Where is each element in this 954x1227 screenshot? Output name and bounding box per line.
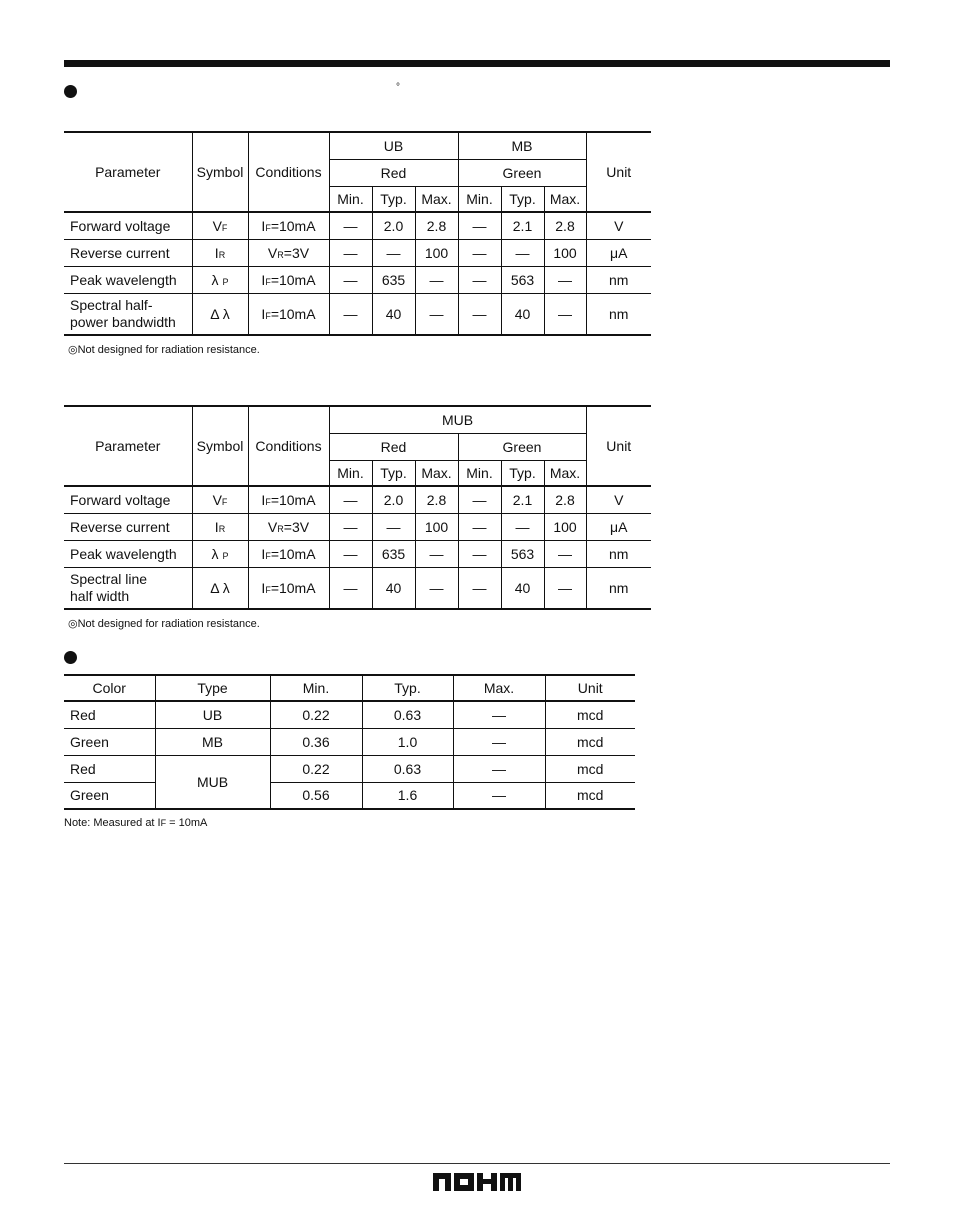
table-row — [64, 540, 651, 567]
symbol-cell: λ P — [192, 266, 248, 293]
value-cell: — — [458, 513, 501, 540]
value-cell: — — [544, 540, 586, 567]
table2-note: ◎Not designed for radiation resistance. — [68, 618, 260, 630]
conditions-cell: IF=10mA — [248, 293, 329, 335]
table-row — [64, 782, 635, 809]
value-cell: 0.56 — [270, 782, 362, 809]
footer-rule — [64, 1163, 890, 1164]
value-cell: — — [453, 782, 545, 809]
color-cell: Green — [64, 782, 155, 809]
header-group-mb: MB — [458, 132, 586, 159]
param-cell: Peak wavelength — [64, 540, 192, 567]
header-color-red: Red — [329, 433, 458, 460]
value-cell: 0.22 — [270, 755, 362, 782]
value-cell: 563 — [501, 266, 544, 293]
conditions-cell: VR=3V — [248, 513, 329, 540]
rohm-logo-icon — [432, 1170, 522, 1194]
table-row — [64, 239, 651, 266]
param-cell: Spectral half- power bandwidth — [64, 293, 192, 335]
value-cell: 2.1 — [501, 212, 544, 239]
header-color: Color — [64, 675, 155, 701]
param-cell: Reverse current — [64, 239, 192, 266]
table3-note: Note: Measured at IF = 10mA — [64, 817, 208, 829]
value-cell: 2.8 — [415, 212, 458, 239]
unit-cell: mcd — [577, 760, 604, 777]
table-row — [64, 212, 651, 239]
value-cell: — — [415, 293, 458, 335]
value-cell: 40 — [372, 293, 415, 335]
unit-cell: μA — [610, 518, 628, 535]
value-cell: 100 — [544, 239, 586, 266]
unit-cell: mcd — [577, 706, 604, 723]
value-cell: — — [458, 239, 501, 266]
value-cell: — — [458, 567, 501, 609]
value-cell: — — [544, 567, 586, 609]
unit-cell: nm — [609, 545, 629, 562]
type-cell: MB — [155, 728, 270, 755]
param-cell: Peak wavelength — [64, 266, 192, 293]
header-typ: Typ. — [362, 675, 453, 701]
value-cell: — — [329, 513, 372, 540]
value-cell: — — [453, 701, 545, 728]
header-parameter: Parameter — [64, 132, 192, 212]
value-cell: 0.63 — [362, 701, 453, 728]
symbol-cell: VF — [192, 486, 248, 513]
unit-cell: nm — [609, 305, 629, 322]
electrical-characteristics-table-1 — [64, 131, 651, 336]
value-cell: 100 — [415, 513, 458, 540]
value-cell: — — [501, 513, 544, 540]
table-row — [64, 567, 651, 609]
value-cell: 0.22 — [270, 701, 362, 728]
header-conditions: Conditions — [248, 406, 329, 486]
value-cell: 2.0 — [372, 486, 415, 513]
unit-cell: V — [614, 217, 624, 234]
value-cell: 2.1 — [501, 486, 544, 513]
unit-cell: μA — [610, 244, 628, 261]
unit-cell: V — [614, 491, 624, 508]
param-cell: Forward voltage — [64, 212, 192, 239]
value-cell: 1.0 — [362, 728, 453, 755]
conditions-cell: IF=10mA — [248, 266, 329, 293]
value-cell: — — [501, 239, 544, 266]
color-cell: Green — [64, 728, 155, 755]
param-cell: Forward voltage — [64, 486, 192, 513]
value-cell: — — [329, 266, 372, 293]
value-cell: — — [372, 513, 415, 540]
table-row — [64, 755, 635, 782]
value-cell: — — [458, 293, 501, 335]
value-cell: — — [458, 486, 501, 513]
value-cell: — — [458, 266, 501, 293]
header-color-red: Red — [329, 159, 458, 186]
value-cell: 635 — [372, 540, 415, 567]
type-cell: UB — [155, 701, 270, 728]
value-cell: 40 — [501, 567, 544, 609]
header-max: Max. — [415, 186, 458, 212]
header-max: Max. — [453, 675, 545, 701]
value-cell: — — [329, 540, 372, 567]
table-row — [64, 293, 651, 335]
header-group-ub: UB — [329, 132, 458, 159]
value-cell: 100 — [544, 513, 586, 540]
color-cell: Red — [64, 755, 155, 782]
param-cell: Spectral line half width — [64, 567, 192, 609]
table-row — [64, 266, 651, 293]
value-cell: 2.8 — [415, 486, 458, 513]
header-color-green: Green — [458, 433, 586, 460]
value-cell: — — [329, 486, 372, 513]
header-rule — [64, 60, 890, 67]
section-bullet-icon — [64, 85, 77, 98]
header-max: Max. — [415, 460, 458, 486]
value-cell: 563 — [501, 540, 544, 567]
luminous-intensity-table — [64, 674, 635, 810]
header-typ: Typ. — [501, 186, 544, 212]
color-cell: Red — [64, 701, 155, 728]
value-cell: — — [329, 212, 372, 239]
value-cell: 40 — [372, 567, 415, 609]
value-cell: 635 — [372, 266, 415, 293]
value-cell: 1.6 — [362, 782, 453, 809]
table-row — [64, 728, 635, 755]
value-cell: — — [544, 266, 586, 293]
unit-cell: nm — [609, 271, 629, 288]
param-cell: Reverse current — [64, 513, 192, 540]
symbol-cell: Δ λ — [192, 567, 248, 609]
symbol-cell: Δ λ — [192, 293, 248, 335]
table-row — [64, 513, 651, 540]
symbol-cell: IR — [192, 513, 248, 540]
header-max: Max. — [544, 186, 586, 212]
value-cell: — — [415, 266, 458, 293]
header-max: Max. — [544, 460, 586, 486]
header-min: Min. — [458, 460, 501, 486]
value-cell: — — [372, 239, 415, 266]
header-typ: Typ. — [501, 460, 544, 486]
value-cell: 2.8 — [544, 486, 586, 513]
header-unit: Unit — [606, 438, 632, 454]
degree-mark: ° — [396, 82, 400, 93]
value-cell: — — [329, 567, 372, 609]
table1-note: ◎Not designed for radiation resistance. — [68, 344, 260, 356]
value-cell: 0.63 — [362, 755, 453, 782]
header-typ: Typ. — [372, 186, 415, 212]
value-cell: 100 — [415, 239, 458, 266]
electrical-characteristics-table-2 — [64, 405, 651, 610]
header-color-green: Green — [458, 159, 586, 186]
table-row — [64, 701, 635, 728]
header-group-mub: MUB — [329, 406, 586, 433]
header-symbol: Symbol — [192, 406, 248, 486]
header-min: Min. — [329, 460, 372, 486]
conditions-cell: IF=10mA — [248, 540, 329, 567]
value-cell: — — [458, 212, 501, 239]
value-cell: 2.8 — [544, 212, 586, 239]
value-cell: 2.0 — [372, 212, 415, 239]
unit-cell: mcd — [577, 787, 604, 804]
value-cell: — — [453, 755, 545, 782]
header-typ: Typ. — [372, 460, 415, 486]
header-conditions: Conditions — [248, 132, 329, 212]
type-cell: MUB — [155, 755, 270, 809]
header-symbol: Symbol — [192, 132, 248, 212]
symbol-cell: VF — [192, 212, 248, 239]
value-cell: — — [453, 728, 545, 755]
value-cell: — — [458, 540, 501, 567]
value-cell: 0.36 — [270, 728, 362, 755]
conditions-cell: VR=3V — [248, 239, 329, 266]
header-unit: Unit — [606, 164, 632, 180]
conditions-cell: IF=10mA — [248, 486, 329, 513]
value-cell: 40 — [501, 293, 544, 335]
symbol-cell: λ P — [192, 540, 248, 567]
value-cell: — — [415, 567, 458, 609]
header-unit: Unit — [577, 680, 603, 696]
header-type: Type — [155, 675, 270, 701]
section-bullet-icon — [64, 651, 77, 664]
unit-cell: mcd — [577, 733, 604, 750]
header-min: Min. — [270, 675, 362, 701]
value-cell: — — [329, 293, 372, 335]
table-row — [64, 486, 651, 513]
header-min: Min. — [458, 186, 501, 212]
value-cell: — — [544, 293, 586, 335]
header-parameter: Parameter — [64, 406, 192, 486]
value-cell: — — [415, 540, 458, 567]
symbol-cell: IR — [192, 239, 248, 266]
header-min: Min. — [329, 186, 372, 212]
conditions-cell: IF=10mA — [248, 212, 329, 239]
value-cell: — — [329, 239, 372, 266]
conditions-cell: IF=10mA — [248, 567, 329, 609]
unit-cell: nm — [609, 579, 629, 596]
